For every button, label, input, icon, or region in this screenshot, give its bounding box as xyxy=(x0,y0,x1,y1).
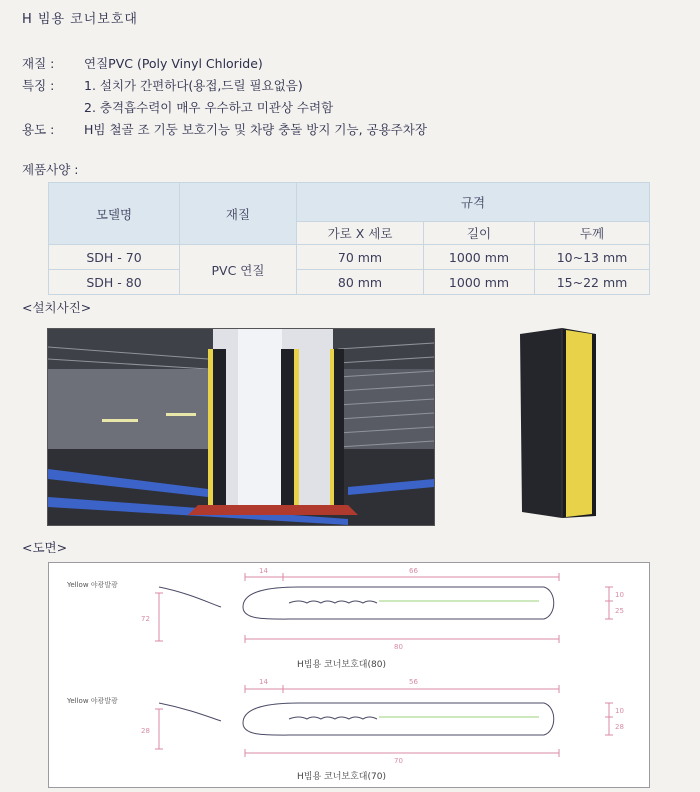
usage-value: H빔 철골 조 기둥 보호기능 및 차량 충돌 방지 기능, 공용주차장 xyxy=(84,122,427,137)
material-row xyxy=(22,54,263,72)
technical-drawing xyxy=(48,562,650,788)
callout-text: Yellow 야광발광 xyxy=(67,581,118,589)
dim-left: 14 xyxy=(259,567,268,575)
length-cell: 1000 mm xyxy=(424,245,535,270)
dim-left: 14 xyxy=(259,678,268,686)
feature-row-2 xyxy=(84,98,333,116)
thickness-cell: 15~22 mm xyxy=(535,270,650,295)
dim-r2: 25 xyxy=(615,607,624,615)
model-cell: SDH - 70 xyxy=(49,245,180,270)
usage-row xyxy=(22,120,427,138)
header-length: 길이 xyxy=(424,222,535,245)
install-photo-label: <설치사진> xyxy=(22,300,92,315)
material-value: 연질PVC (Poly Vinyl Chloride) xyxy=(84,56,263,71)
spec-table xyxy=(48,182,650,295)
page-title: H 빔용 코너보호대 xyxy=(22,12,138,27)
corner-guard-illustration xyxy=(512,326,604,522)
material-cell: PVC 연질 xyxy=(180,245,297,295)
product-photo xyxy=(512,326,604,522)
dim-r2: 28 xyxy=(615,723,624,731)
dim-bottom: 80 xyxy=(394,643,403,651)
feature-2: 2. 충격흡수력이 매우 우수하고 미관상 수려함 xyxy=(84,100,334,115)
header-thickness: 두께 xyxy=(535,222,650,245)
header-model: 모델명 xyxy=(49,183,180,245)
dim-top: 66 xyxy=(409,567,418,575)
feature-row-1 xyxy=(22,76,303,94)
dim-r1: 10 xyxy=(615,591,624,599)
drawing-caption: H빔용 코너보호대(80) xyxy=(297,660,386,670)
length-cell: 1000 mm xyxy=(424,270,535,295)
size-cell: 80 mm xyxy=(297,270,424,295)
drawing-label: <도면> xyxy=(22,540,68,555)
header-size: 가로 X 세로 xyxy=(297,222,424,245)
drawing-canvas xyxy=(49,563,649,787)
dim-r1: 10 xyxy=(615,707,624,715)
usage-label: 용도 : xyxy=(22,122,55,137)
header-spec: 규격 xyxy=(297,183,650,222)
product-spec-title: 제품사양 : xyxy=(22,162,79,177)
table-row xyxy=(49,270,650,295)
feature-label: 특징 : xyxy=(22,78,55,93)
material-label: 재질 : xyxy=(22,56,55,71)
model-cell: SDH - 80 xyxy=(49,270,180,295)
callout-text: Yellow 야광발광 xyxy=(67,697,118,705)
dim-bottom: 70 xyxy=(394,757,403,765)
table-row xyxy=(49,245,650,270)
dim-top: 56 xyxy=(409,678,418,686)
size-cell: 70 mm xyxy=(297,245,424,270)
feature-1: 1. 설치가 간편하다(용접,드릴 필요없음) xyxy=(84,78,303,93)
dim-side: 72 xyxy=(141,615,150,623)
drawing-caption: H빔용 코너보호대(70) xyxy=(297,772,386,782)
parking-garage-illustration xyxy=(48,329,434,525)
install-photo xyxy=(47,328,435,526)
dim-side: 28 xyxy=(141,727,150,735)
header-material: 재질 xyxy=(180,183,297,245)
thickness-cell: 10~13 mm xyxy=(535,245,650,270)
